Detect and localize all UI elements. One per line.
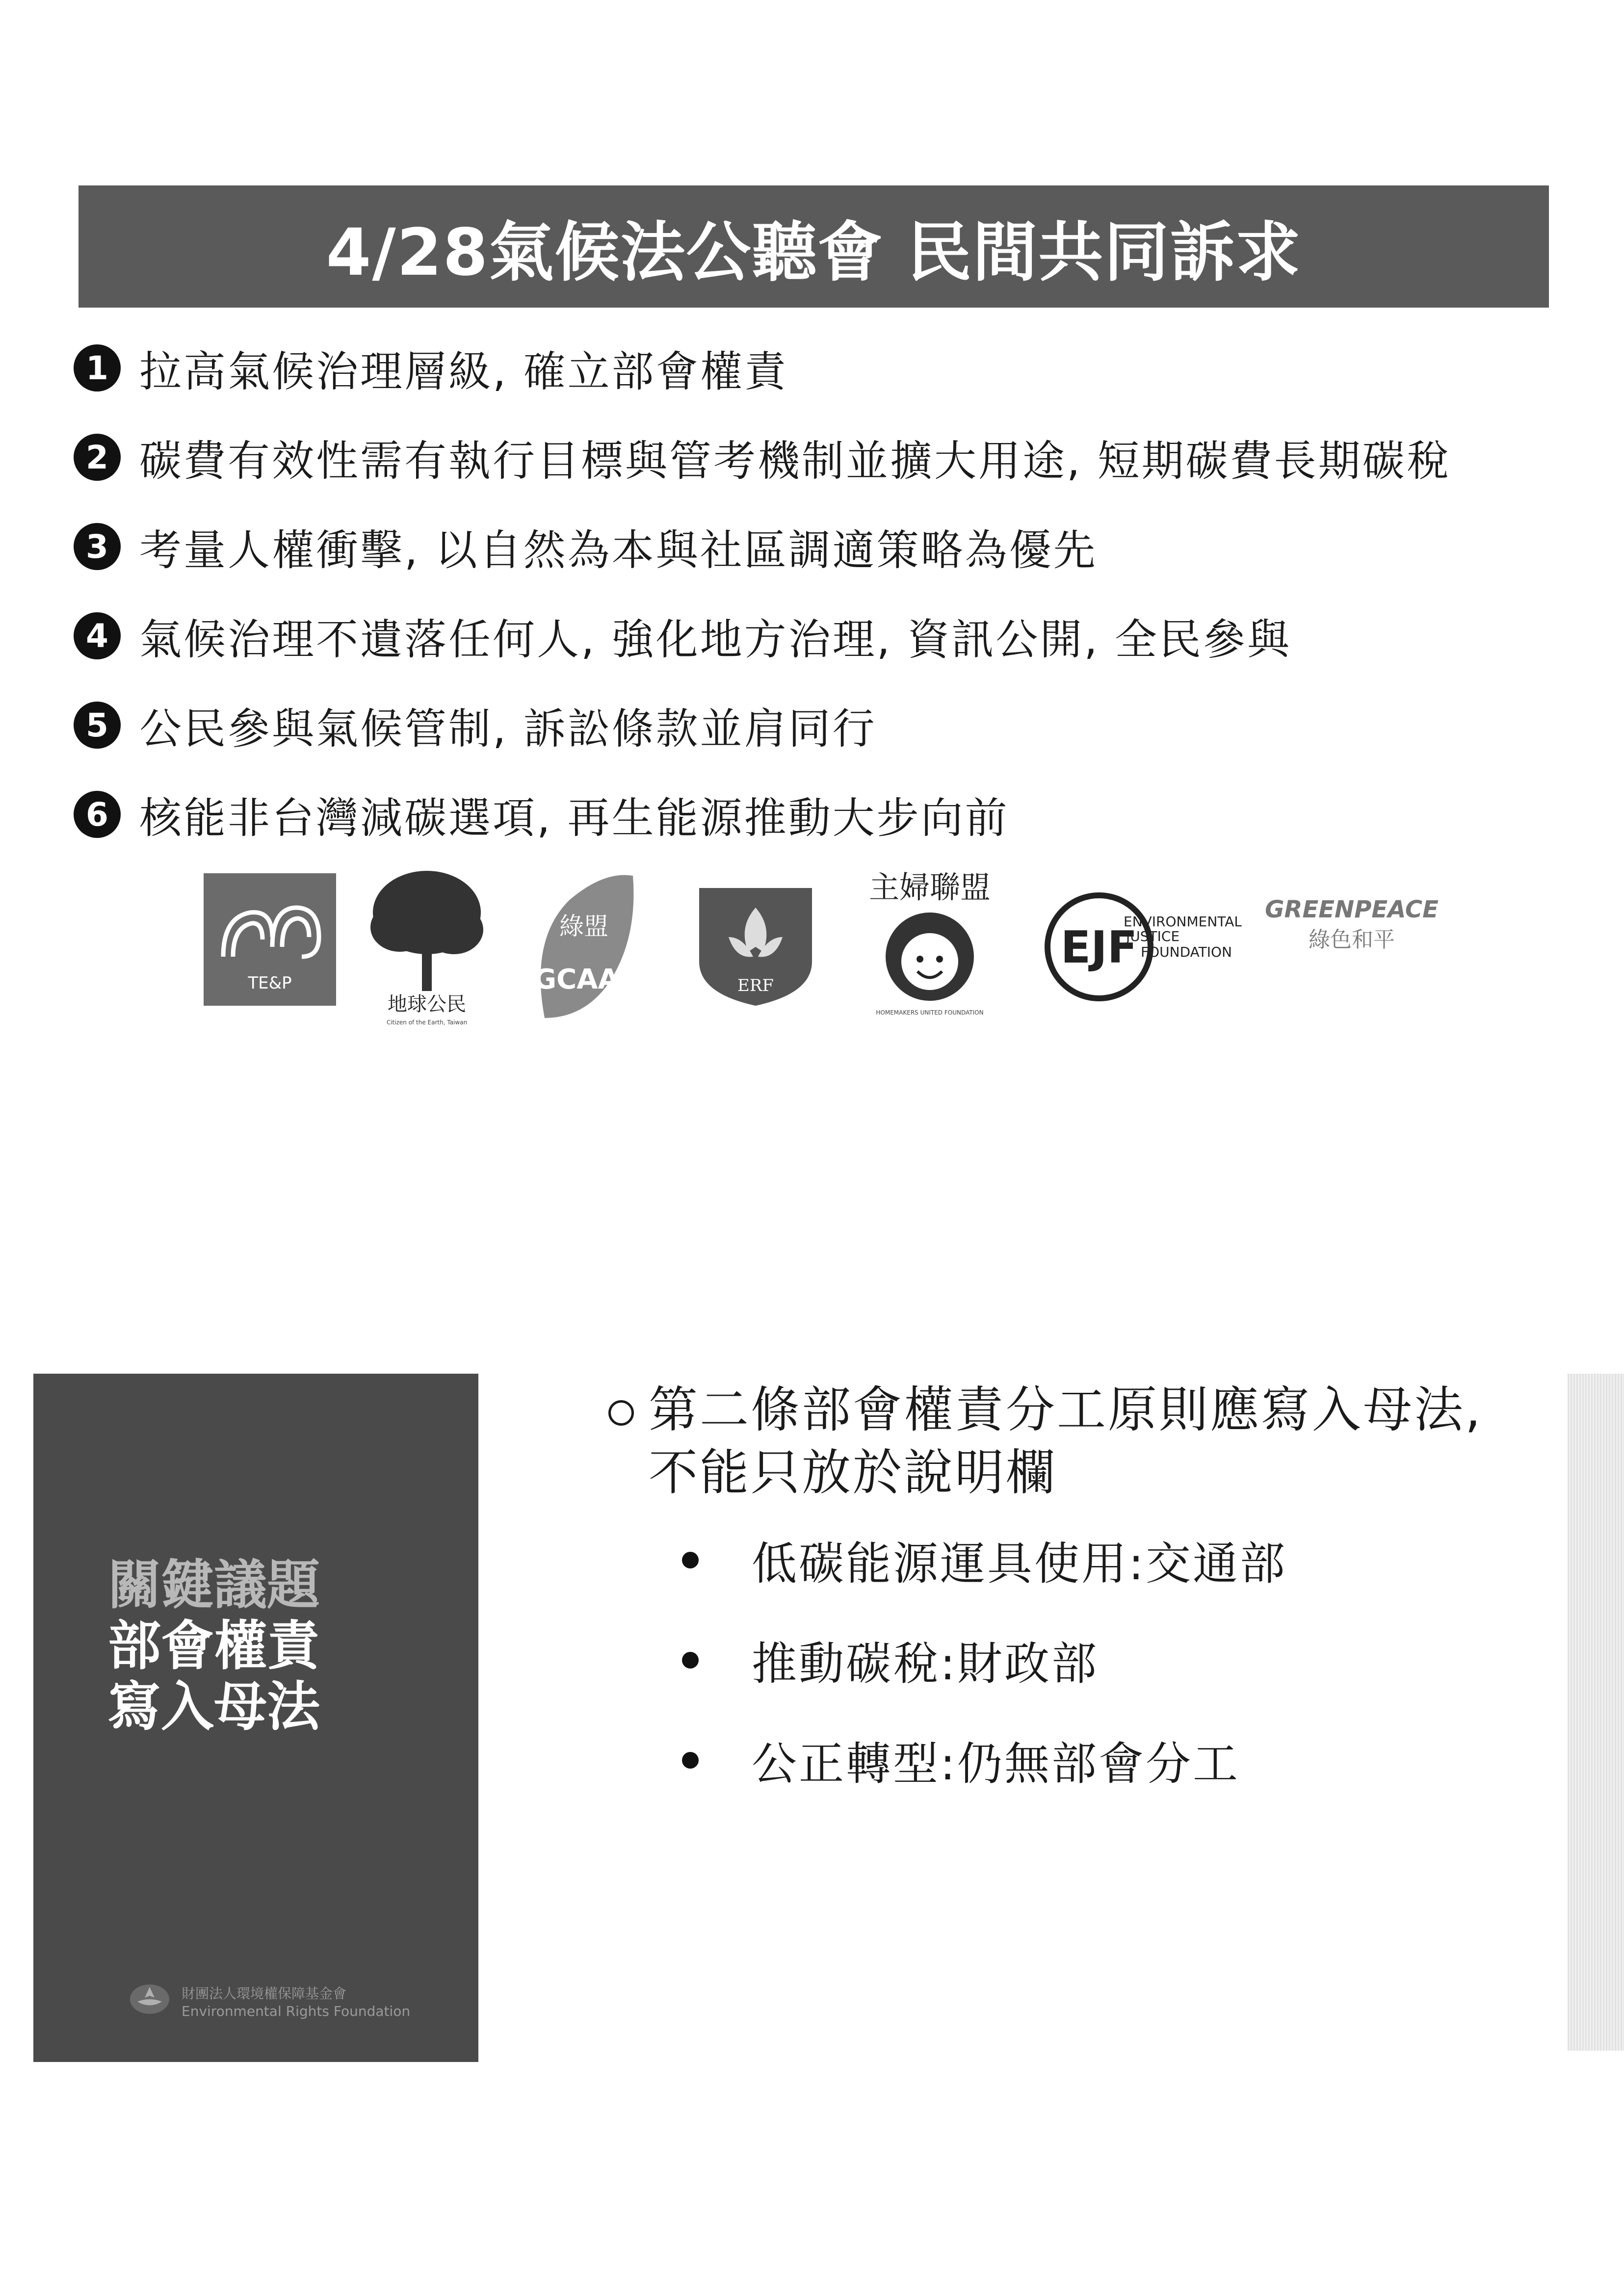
tep-label: TE&P [248, 973, 292, 993]
principle-text: 第二條部會權責分工原則應寫入母法, 不能只放於說明欄 [649, 1381, 1483, 1501]
citizens-sub: Citizen of the Earth, Taiwan [386, 1019, 468, 1026]
foundation-name [182, 1985, 411, 2020]
partner-logos [196, 868, 1472, 1030]
page-title: 4/28氣候法公聽會 民間共同訴求 [326, 214, 1302, 290]
bullet-icon [682, 1652, 699, 1669]
topic-line-1: 關鍵議題 [108, 1555, 320, 1616]
ejf-line1: ENVIRONMENTAL [1124, 913, 1242, 930]
circle-bullet-icon [608, 1400, 634, 1426]
number-badge: 1 [74, 344, 121, 391]
number-badge: 2 [74, 434, 121, 481]
number-badge: 6 [74, 791, 121, 838]
number-badge: 5 [74, 702, 121, 749]
topic-line-3: 寫入母法 [108, 1676, 320, 1738]
citizens-earth-logo [366, 868, 488, 1030]
homemakers-label: 主婦聯盟 [868, 869, 991, 905]
gcaa-label: GCAA [534, 964, 619, 995]
greenpeace-cn: 綠色和平 [1309, 927, 1395, 952]
title-bar [79, 185, 1549, 308]
tep-logo [204, 873, 336, 1006]
demand-text: 核能非台灣減碳選項, 再生能源推動大步向前 [139, 794, 1009, 843]
ministry-list [682, 1531, 1287, 1831]
demand-text: 碳費有效性需有執行目標與管考機制並擴大用途, 短期碳費長期碳稅 [139, 437, 1451, 486]
scan-edge-stripe [1568, 1374, 1624, 2051]
foundation-en: Environmental Rights Foundation [182, 2003, 411, 2019]
demand-item [74, 696, 1545, 755]
demand-text: 公民參與氣候管制, 訴訟條款並肩同行 [139, 704, 877, 754]
principle-point [608, 1379, 1492, 1504]
ejf-line3: FOUNDATION [1141, 944, 1232, 960]
greenpeace-logo [1258, 893, 1455, 966]
ejf-line2: JUSTICE [1126, 928, 1180, 944]
demand-item [74, 606, 1545, 665]
demand-item [74, 339, 1545, 397]
ejf-logo [1043, 888, 1249, 1006]
list-item-text: 低碳能源運具使用:交通部 [752, 1538, 1287, 1590]
ejf-mark: EJF [1060, 922, 1138, 973]
number-badge: 4 [74, 612, 121, 659]
homemakers-logo [859, 868, 1001, 1020]
gcaa-logo [530, 871, 638, 1023]
demand-item [74, 785, 1545, 844]
topic-line-2: 部會權責 [108, 1616, 320, 1677]
list-item [682, 1731, 1287, 1790]
demand-text: 拉高氣候治理層級, 確立部會權責 [139, 347, 788, 396]
topic-title [108, 1555, 451, 1738]
list-item-text: 推動碳稅:財政部 [752, 1638, 1099, 1690]
list-item [682, 1631, 1287, 1690]
homemakers-sub: HOMEMAKERS UNITED FOUNDATION [876, 1009, 984, 1016]
demand-text: 考量人權衝擊, 以自然為本與社區調適策略為優先 [139, 526, 1098, 575]
greenpeace-label: GREENPEACE [1265, 896, 1439, 923]
citizens-label: 地球公民 [388, 993, 466, 1016]
bullet-icon [682, 1752, 699, 1769]
erf-label: ERF [737, 976, 774, 995]
bullet-icon [682, 1552, 699, 1568]
number-badge: 3 [74, 523, 121, 570]
list-item-text: 公正轉型:仍無部會分工 [752, 1738, 1240, 1790]
demand-item [74, 428, 1545, 487]
gcaa-cn: 綠盟 [559, 912, 608, 940]
demand-item [74, 517, 1545, 576]
erf-logo [689, 878, 822, 1011]
foundation-emblem-icon [128, 1982, 172, 2016]
list-item [682, 1531, 1287, 1590]
demand-text: 氣候治理不遺落任何人, 強化地方治理, 資訊公開, 全民參與 [139, 615, 1292, 664]
demands-list [74, 339, 1545, 874]
foundation-cn: 財團法人環境權保障基金會 [182, 1985, 347, 2002]
